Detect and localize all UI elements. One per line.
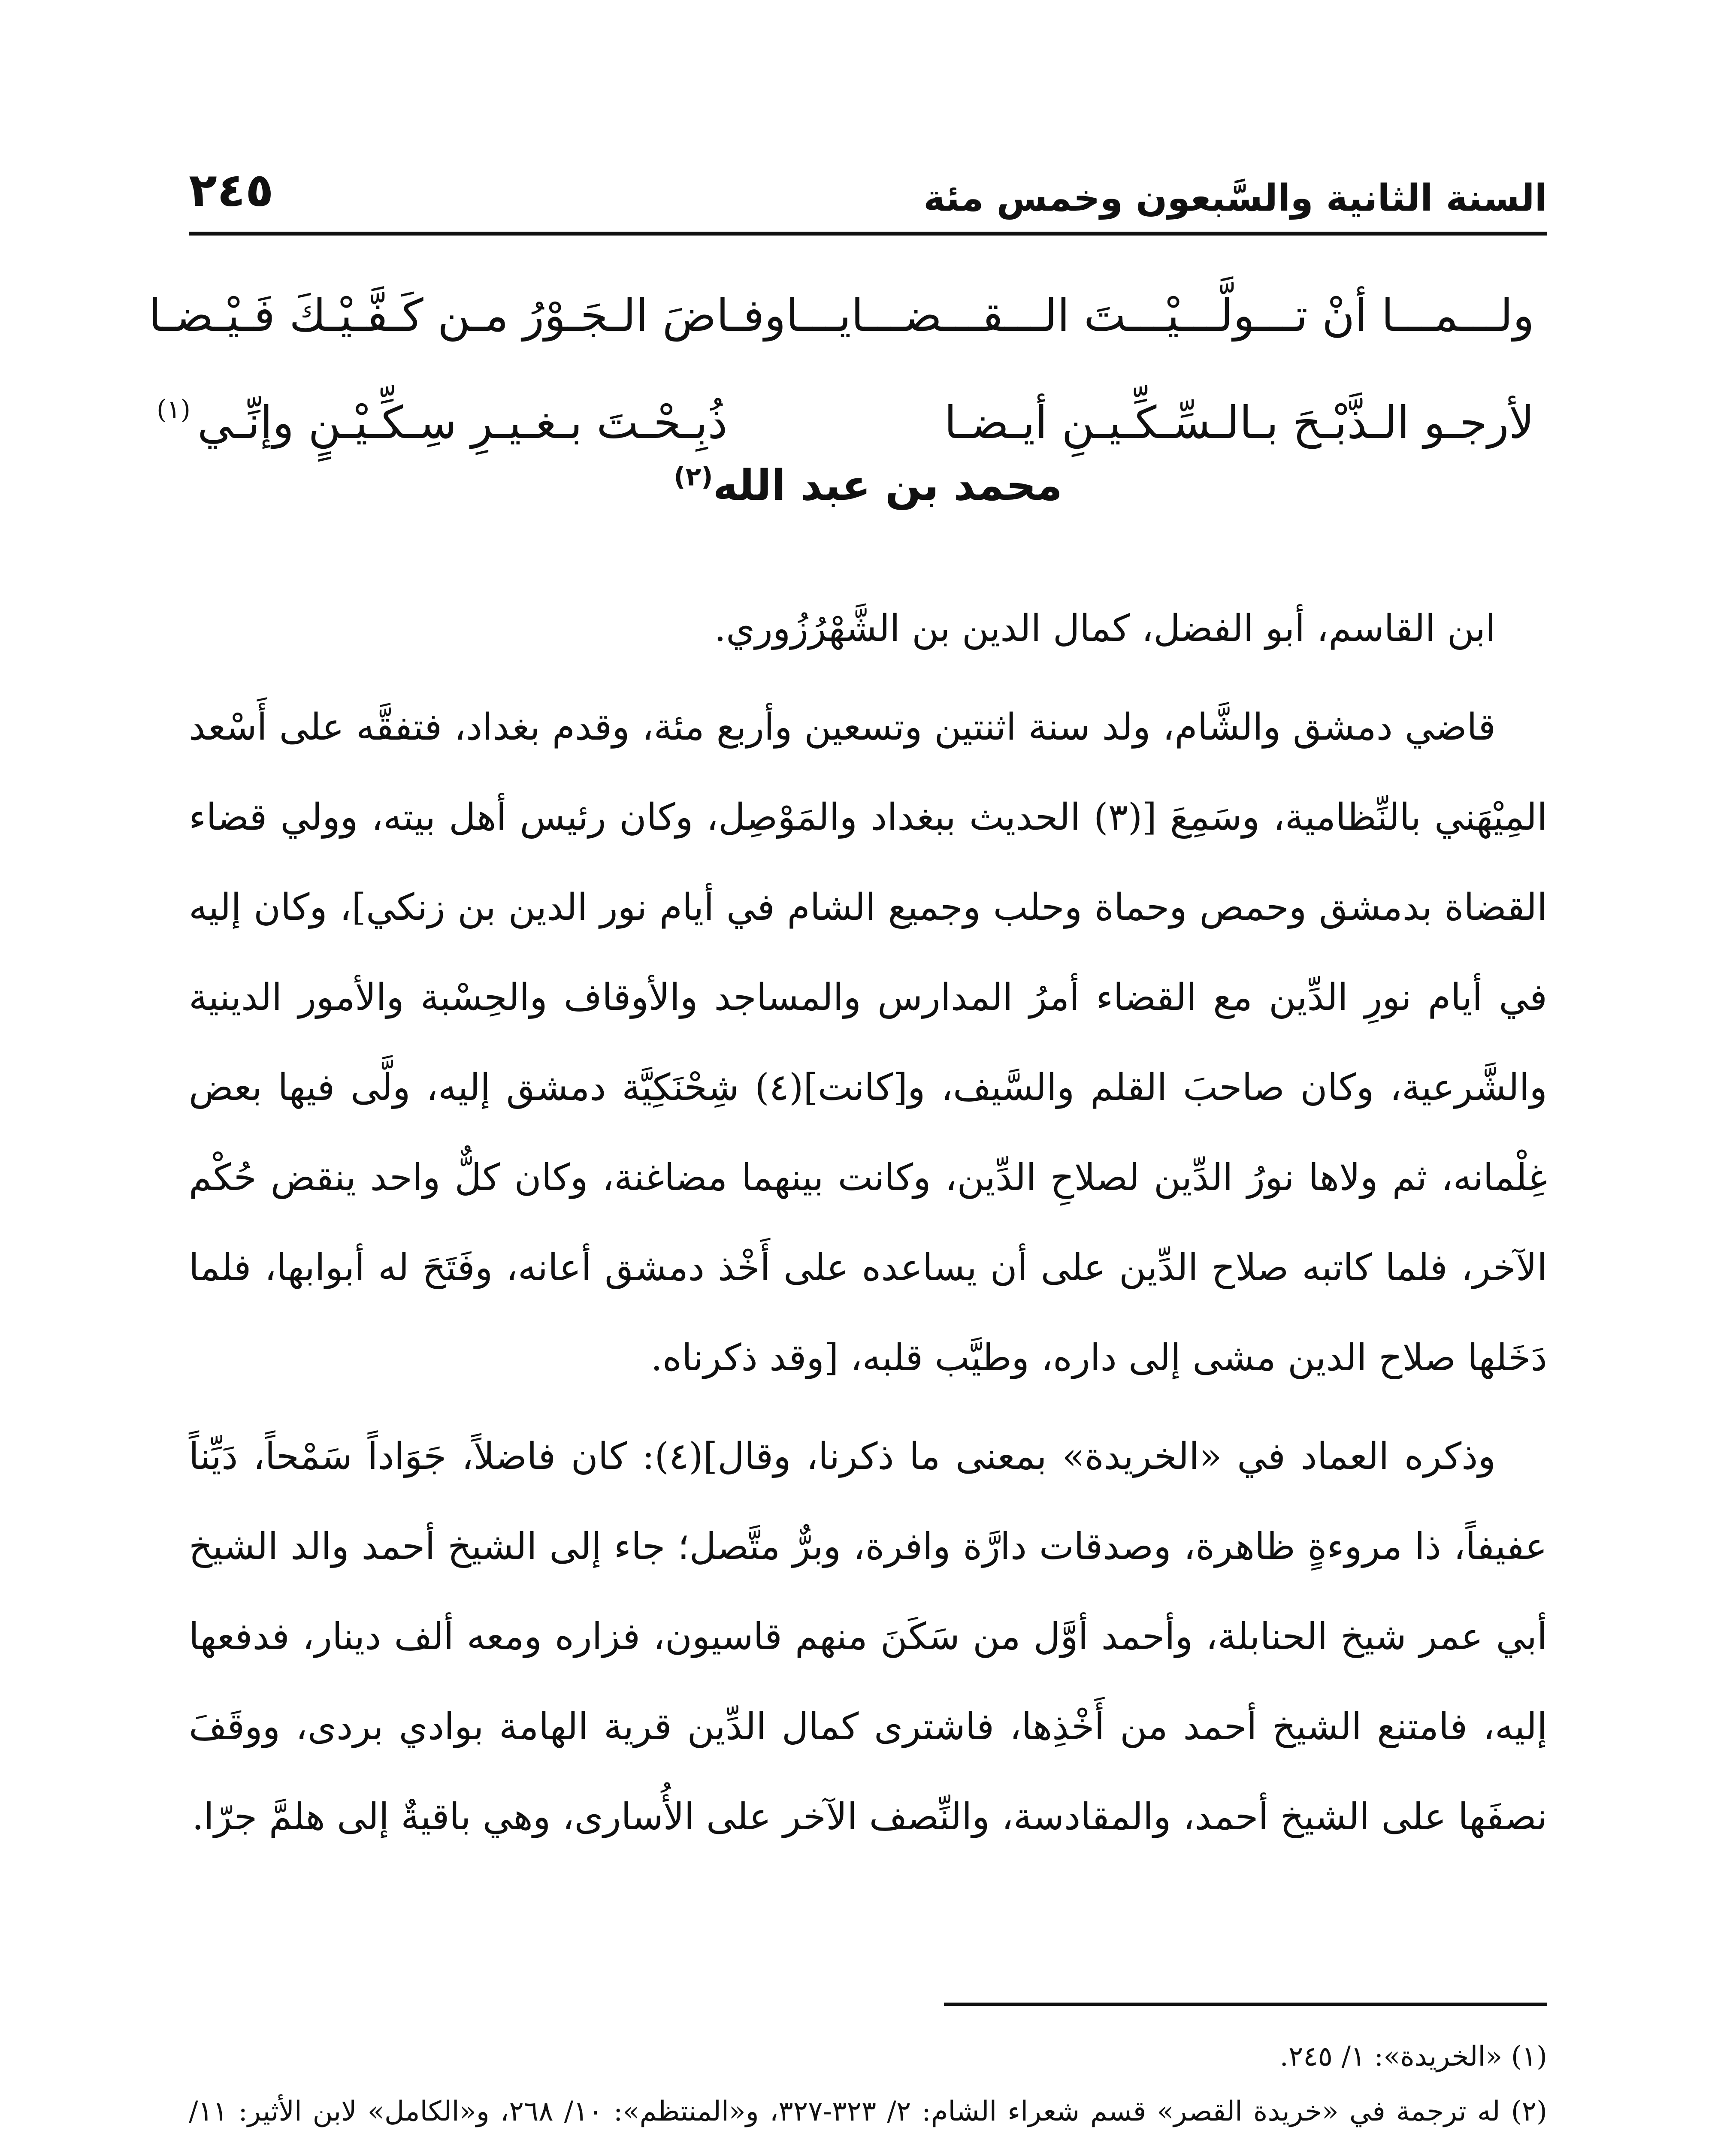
running-title: السنة الثانية والسَّبعون وخمس مئة (923, 177, 1547, 220)
page-header (189, 142, 1547, 236)
footnote: (٢) له ترجمة في «خريدة القصر» قسم شعراء الشام: ٢/ ٣٢٣-٣٢٧، و«المنتظم»: ١٠/ ٢٦٨، و«الكامل» لابن الأثير: ١١/ (189, 2096, 1548, 2127)
biography-heading (0, 461, 1736, 510)
footnote: (١) «الخريدة»: ١/ ٢٤٥. (1279, 2041, 1547, 2072)
paragraph: قاضي دمشق والشَّام، ولد سنة اثنتين وتسعين وأربع مئة، وقدم بغداد، فتفقَّه على أَسْعد المِيْهَني بالنِّظامية، وسَمِعَ [(٣) الحديث ببغداد والمَوْصِل، وكان رئيس أهل بيته، وولي قضاء القضاة بدمشق وحمص وحماة وحلب وجميع الشام في أيام نور الدين بن زنكي]، وكان إليه في أيام نورِ الدِّين مع القضاء أمرُ المدارس والمساجد والأوقاف والحِسْبة والأمور الدينية والشَّرعية، وكان صاحبَ القلم والسَّيف، و[كانت](٤) شِحْنَكِيَّة دمشق إليه، ولَّى فيها بعض غِلْمانه، ثم ولاها نورُ الدِّين لصلاحِ الدِّين، وكانت بينهما مضاغنة، وكان كلٌّ واحد ينقض حُكْم الآخر، فلما كاتبه صلاح الدِّين على أن يساعده على أَخْذ دمشق أعانه، وفَتَحَ له أبوابها، فلما دَخَلها صلاح الدين مشى إلى داره، وطيَّب قلبه، [وقد ذكرناه. (189, 706, 1547, 1379)
first-hemistich: ولـــمـــا أنْ تـــولَّـــيْـــتَ الـــقـــضـــايـــا (786, 289, 1534, 341)
body-text (189, 583, 1547, 1870)
page-number: ٢٤٥ (189, 163, 274, 217)
second-hemistich (157, 369, 728, 476)
footnote-divider (944, 2003, 1547, 2006)
footnotes (189, 2029, 1547, 2145)
first-hemistich: لأرجـو الـذَّبْـحَ بـالـسِّـكِّـيـنِ أيـضـا (944, 396, 1534, 449)
poem-verse (148, 262, 1534, 369)
second-hemistich: وفـاضَ الـجَـوْرُ مـن كَـفَّـيْـكَ فَـيْـضـا (148, 289, 786, 341)
heading-footnote-mark: (٢) (674, 462, 713, 492)
poem-verse (157, 369, 1534, 476)
paragraph: ابن القاسم، أبو الفضل، كمال الدين بن الشَّهْرُزُوري. (714, 607, 1496, 650)
footnote-reference: (١) (157, 395, 191, 425)
second-hemistich-text: ذُبِـحْـتَ بـغـيـرِ سِـكِّـيْـنٍ وإنِّـي (197, 396, 728, 449)
paragraph: وذكره العماد في «الخريدة» بمعنى ما ذكرنا، وقال](٤): كان فاضلاً، جَوَاداً سَمْحاً، دَيِّناً عفيفاً، ذا مروءةٍ ظاهرة، وصدقات دارَّة وافرة، وبرٌّ متَّصل؛ جاء إلى الشيخ أحمد والد الشيخ أبي عمر شيخ الحنابلة، وأحمد أوَّل من سَكَنَ منهم قاسيون، فزاره ومعه ألف دينار، فدفعها إليه، فامتنع الشيخ أحمد من أَخْذِها، فاشترى كمال الدِّين قرية الهامة بوادي بردى، ووقَفَ نصفَها على الشيخ أحمد، والمقادسة، والنِّصف الآخر على الأُسارى، وهي باقيةٌ إلى هلمَّ جرّا. (189, 1435, 1547, 1838)
poem (148, 262, 1534, 476)
biography-name: محمد بن عبد الله (713, 461, 1062, 510)
